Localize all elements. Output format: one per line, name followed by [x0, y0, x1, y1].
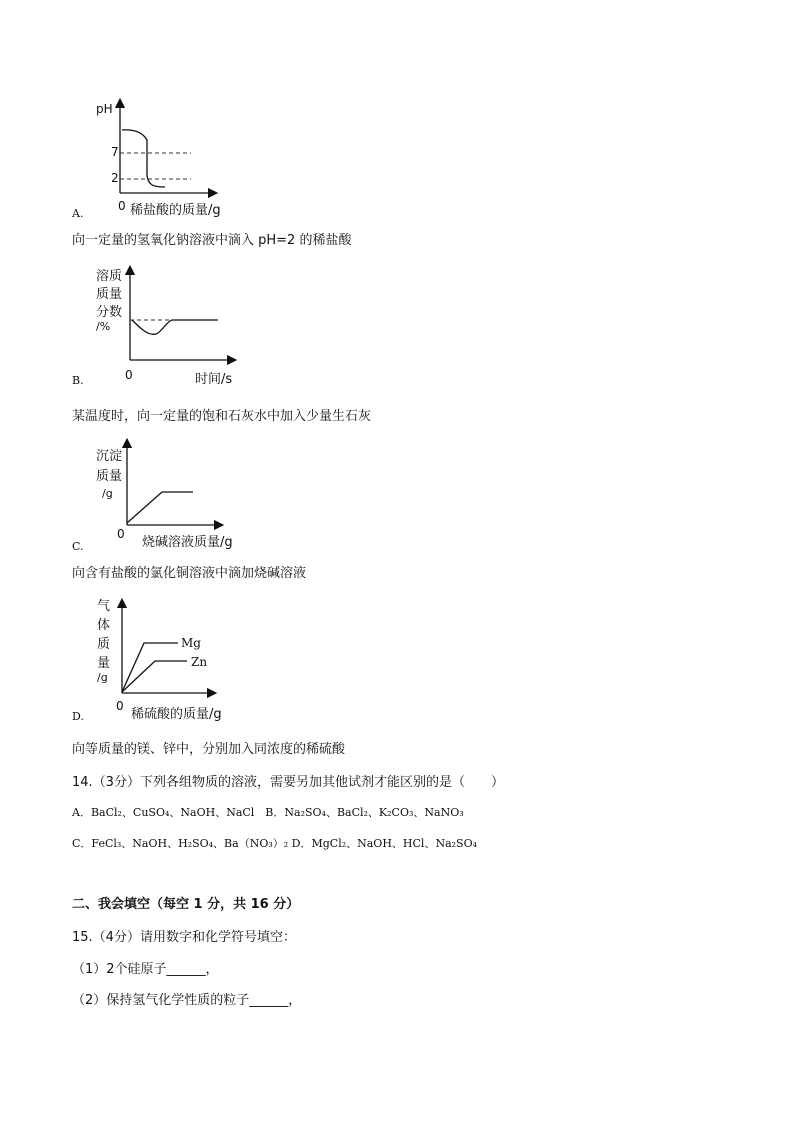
graph-b: [120, 262, 250, 367]
option-a-letter: A.: [72, 207, 84, 220]
graph-a-x-label: 稀盐酸的质量/g: [130, 203, 221, 218]
question-15-item-2: （2）保持氢气化学性质的粒子______，: [72, 993, 302, 1008]
graph-c-y-label-line-1: 沉淀: [96, 449, 123, 464]
graph-a-tick-2: 2: [111, 171, 119, 185]
option-c-letter: C.: [72, 540, 84, 553]
graph-d-y-label-line-3: 质: [97, 637, 111, 652]
precipitate-curve: [127, 492, 193, 523]
graph-b-y-label-line-2: 质量: [96, 287, 123, 302]
option-d-caption: 向等质量的镁、锌中，分别加入同浓度的稀硫酸: [72, 742, 346, 757]
graph-d-origin: 0: [116, 699, 124, 713]
graph-b-x-label: 时间/s: [195, 372, 233, 387]
graph-d-y-label-line-1: 气: [97, 599, 111, 614]
graph-d-series-zn: Zn: [191, 655, 208, 669]
graph-d: [112, 595, 222, 700]
mass-fraction-curve: [132, 320, 218, 334]
question-15-stem: 15.（4分）请用数字和化学符号填空：: [72, 930, 296, 945]
option-a-caption: 向一定量的氢氧化钠溶液中滴入 pH=2 的稀盐酸: [72, 233, 352, 248]
zn-curve: [122, 661, 187, 692]
graph-d-y-label-line-2: 体: [97, 618, 111, 633]
graph-a-origin: 0: [118, 199, 126, 213]
option-b-caption: 某温度时，向一定量的饱和石灰水中加入少量生石灰: [72, 409, 372, 424]
graph-c-x-label: 烧碱溶液质量/g: [142, 535, 233, 550]
graph-c-origin: 0: [117, 527, 125, 541]
graph-a-tick-7: 7: [111, 145, 119, 159]
question-14-options-line-1: A．BaCl₂、CuSO₄、NaOH、NaCl B．Na₂SO₄、BaCl₂、K₂CO₃、NaNO₃: [72, 806, 464, 819]
section-2-title: 二、我会填空（每空 1 分，共 16 分）: [72, 897, 300, 912]
graph-b-origin: 0: [125, 368, 133, 382]
question-14-options-line-2: C．FeCl₃、NaOH、H₂SO₄、Ba（NO₃）₂ D．MgCl₂、NaOH、HCl、Na₂SO₄: [72, 837, 478, 850]
graph-d-x-label: 稀硫酸的质量/g: [131, 707, 222, 722]
option-b-letter: B.: [72, 374, 84, 387]
graph-d-series-mg: Mg: [181, 636, 201, 650]
graph-c: [117, 435, 227, 530]
graph-c-y-label-line-2: 质量: [96, 469, 123, 484]
graph-b-y-label-line-1: 溶质: [96, 269, 123, 284]
option-d-letter: D.: [72, 710, 84, 723]
question-15-item-1: （1）2个硅原子______，: [72, 962, 219, 977]
question-14-stem: 14.（3分）下列各组物质的溶液，需要另加其他试剂才能区别的是（ ）: [72, 775, 504, 790]
option-c-caption: 向含有盐酸的氯化铜溶液中滴加烧碱溶液: [72, 566, 307, 581]
graph-d-y-label-line-4: 量: [97, 656, 111, 671]
graph-d-y-label-line-5: /g: [97, 671, 108, 684]
ph-curve: [122, 130, 165, 187]
graph-b-y-label-line-3: 分数: [96, 305, 123, 320]
graph-c-y-label-line-3: /g: [102, 487, 113, 500]
graph-b-y-label-line-4: /%: [96, 320, 111, 333]
graph-a-y-label: pH: [96, 102, 113, 116]
